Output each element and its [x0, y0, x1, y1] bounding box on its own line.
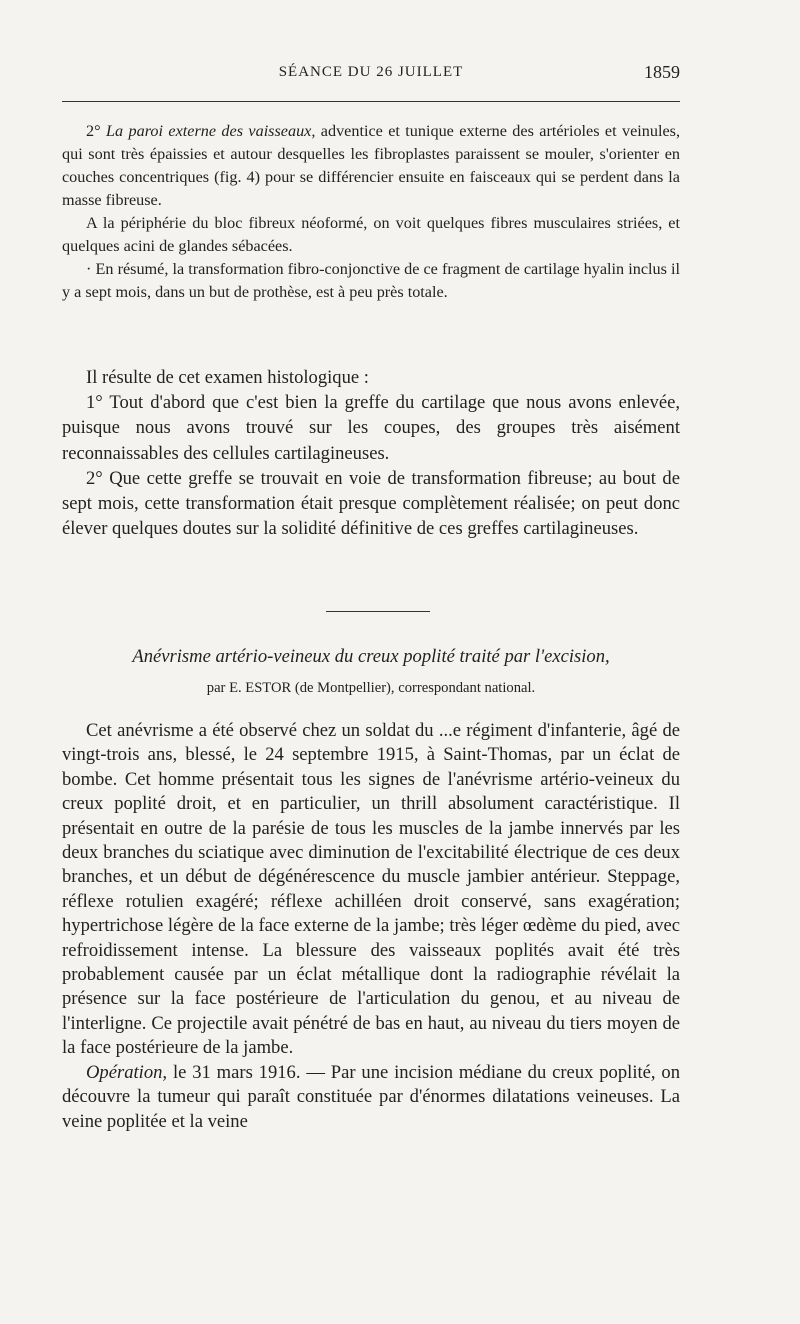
article-byline: par E. ESTOR (de Montpellier), correspondant national.: [206, 680, 536, 696]
article-title: Anévrisme artério-veineux du creux poplité traité par l'excision,: [132, 646, 610, 667]
paragraph-peripherie: A la périphérie du bloc fibreux néoformé, on voit quelques fibres musculaires striées, et quelques acini de glandes sébacées.: [62, 214, 680, 255]
paragraph-number: 2°: [86, 122, 101, 140]
conclusion-intro: Il résulte de cet examen histologique :: [86, 367, 369, 388]
italic-term: Opération,: [86, 1061, 168, 1083]
paragraph-text: le 31 mars 1916. — Par une incision médiane du creux poplité, on découvre la tumeur qui paraît constituée par d'énormes dilatations veineuses. La veine poplitée et la veine: [62, 1061, 680, 1132]
page-number: 1859: [644, 62, 680, 82]
conclusion-point-2: 2° Que cette greffe se trouvait en voie de transformation fibreuse; au bout de sept mois, cette transformation était presque complètement réalisée; on peut donc élever quelques doutes sur la solidité définitive de ces greffes cartilagineuses.: [62, 467, 680, 540]
article-paragraph-2: [62, 1061, 680, 1134]
paragraph-paroi-externe: [62, 120, 680, 212]
histology-description: [62, 120, 680, 304]
paragraph-text: adventice et tunique externe des artérioles et veinules, qui sont très épaissies et autour desquelles les fibroplastes paraissent se mouler, s'orienter en couches concentriques (fig. 4) pour se différencier ensuite en faisceaux qui se perdent dans la masse fibreuse.: [62, 122, 681, 209]
conclusion-point-1: 1° Tout d'abord que c'est bien la greffe du cartilage que nous avons enlevée, puisque nous avons trouvé sur les coupes, des groupes très aisément reconnaissables des cellules cartilagineuses.: [62, 392, 680, 464]
article-paragraph-1: Cet anévrisme a été observé chez un soldat du ...e régiment d'infanterie, âgé de vingt-trois ans, blessé, le 24 septembre 1915, à Saint-Thomas, par un éclat de bombe. Cet homme présentait tous les signes de l'anévrisme artério-veineux du creux poplité droit, et en particulier, un thrill absolument caractéristique. Il présentait en outre de la parésie de tous les muscles de la jambe innervés par les deux branches du sciatique avec diminution de l'excitabilité électrique de ces deux branches, et un début de dégénérescence du muscle jambier antérieur. Steppage, réflexe rotulien exagéré; réflexe achilléen droit conservé, sans exagération; hypertrichose légère de la face externe de la jambe; très léger œdème du pied, avec refroidissement intense. La blessure des vaisseaux poplités avait été très probablement causée par un éclat métallique dont la radiographie révélait la présence sur la face postérieure de l'articulation du genou, et au niveau de l'interligne. Ce projectile avait pénétré de bas en haut, au niveau du tiers moyen de la face postérieure de la jambe.: [62, 720, 680, 1059]
section-separator: [326, 611, 430, 612]
italic-term: La paroi externe des vaisseaux,: [106, 122, 316, 140]
conclusions: [62, 365, 680, 541]
running-title: SÉANCE DU 26 JUILLET: [278, 64, 464, 80]
article-body: [62, 719, 680, 1134]
header-rule: [62, 101, 680, 102]
page-header: [62, 64, 680, 88]
paragraph-resume: · En résumé, la transformation fibro-conjonctive de ce fragment de cartilage hyalin inclus il y a sept mois, dans un but de prothèse, est à peu près totale.: [62, 260, 680, 301]
